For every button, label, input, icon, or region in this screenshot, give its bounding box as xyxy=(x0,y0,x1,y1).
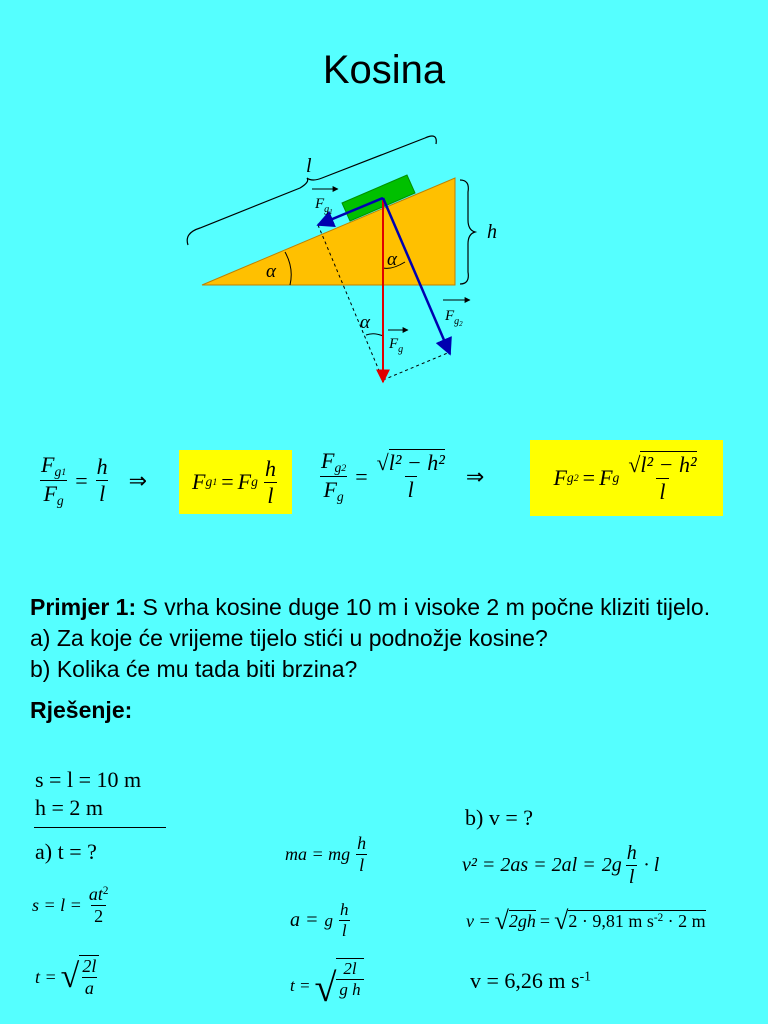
problem-label: Primjer 1: xyxy=(30,594,137,620)
question-a: a) Za koje će vrijeme tijelo stići u podnožje kosine? xyxy=(30,625,548,651)
ratio-fg1: $\frac{F_{g1}}{F_g}$ = $\frac{h}{l}$ ⇒ xyxy=(41,452,148,509)
ratio-fg2: $\frac{F_{g2}}{F_g}$ = $\frac{\text{√l² − h²}}{l}$ ⇒ xyxy=(321,448,485,505)
a-equation: a = g $\frac{h}{l}$ xyxy=(290,900,349,940)
ask-a: a) t = ? xyxy=(35,839,97,864)
h-brace xyxy=(460,180,475,284)
svg-text:Fg1: $F_g1$ xyxy=(315,196,333,216)
v2-equation: v² = 2as = 2al = 2g $\frac{h}{l}$ · l xyxy=(462,842,660,888)
given-values: s = l = 10 m h = 2 m xyxy=(35,767,142,820)
v-result: v = 6,26 m $s^{-1}$ xyxy=(470,968,591,993)
ma-equation: ma = mg $\frac{h}{l}$ xyxy=(285,833,367,875)
result-fg1: F g 1 = F g $\frac{h}{l}$ xyxy=(179,450,292,514)
incline-triangle xyxy=(202,178,455,285)
alpha-top: α xyxy=(387,249,397,270)
svg-text:Fg: $F_g$ xyxy=(389,336,404,355)
solution-label: Rješenje: xyxy=(30,697,133,723)
incline-diagram xyxy=(170,120,510,400)
h-label: h xyxy=(487,221,497,243)
l-label: l xyxy=(306,155,312,177)
problem-text: Primjer 1: S vrha kosine duge 10 m i visoke 2 m počne kliziti tijelo. a) Za koje će vrijeme tijelo stići u podnožje kosine? b) Kolika će mu tada biti brzina? Rješenje: xyxy=(30,592,760,726)
question-b: b) Kolika će mu tada biti brzina? xyxy=(30,656,358,682)
t-equation: t = √ $\frac{2l}{a}$ xyxy=(35,955,99,999)
v-equation: v = √ 2gh = √ 2 · 9,81 m $s^{-2} \cdot 2$ m xyxy=(466,906,706,935)
alpha-base: α xyxy=(266,261,276,282)
result-fg2: F g 2 = F g $\frac{\text{√l² − h²}}{l}$ xyxy=(530,440,723,516)
ask-b: b) v = ? xyxy=(465,805,533,830)
page-title: Kosina xyxy=(322,48,446,92)
t2-equation: t = √ $\frac{2l}{\text{g h}}$ xyxy=(290,958,364,1018)
svg-text:Fg2: $F_g2$ xyxy=(445,308,463,328)
given-divider xyxy=(34,827,166,828)
s-equation: s = l = $\frac{at^2}{2}$ xyxy=(32,884,109,926)
alpha-bottom: α xyxy=(360,312,370,333)
